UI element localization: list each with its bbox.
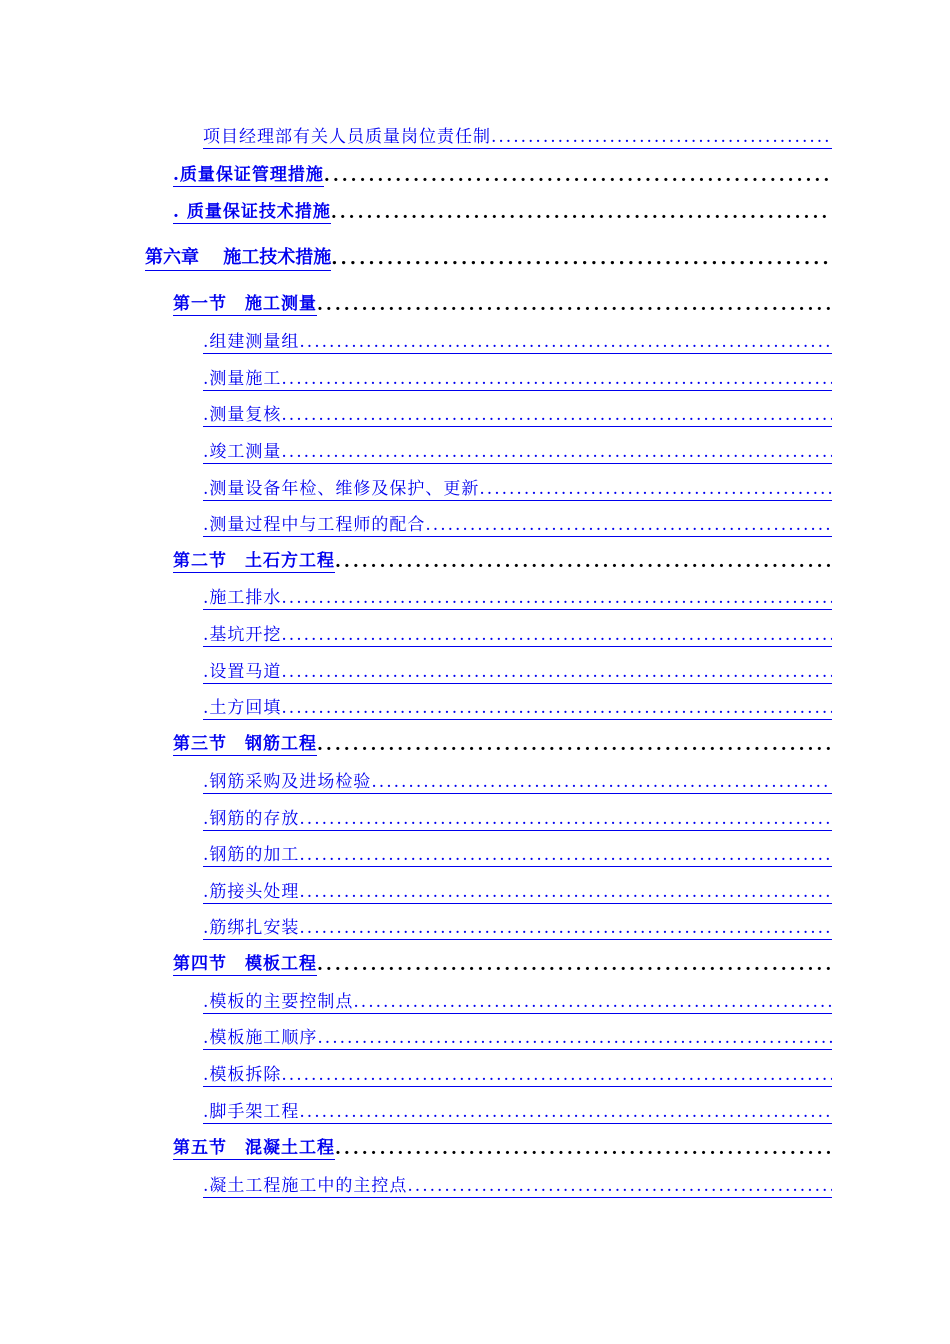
- toc-section-title[interactable]: 第三节 钢筋工程: [173, 734, 317, 754]
- toc-leader-dots: [317, 294, 830, 316]
- toc-entry-title[interactable]: .钢筋的存放: [203, 809, 300, 829]
- toc-entry-title[interactable]: .设置马道: [203, 662, 282, 682]
- toc-entry[interactable]: [203, 879, 832, 904]
- toc-section[interactable]: [173, 732, 830, 756]
- toc-entry[interactable]: [203, 842, 832, 867]
- toc-leader-dots: [281, 587, 832, 609]
- toc-entry[interactable]: [203, 622, 832, 647]
- toc-entry[interactable]: [203, 1025, 832, 1050]
- toc-leader-dots: [335, 551, 830, 573]
- toc-leader-dots: [317, 734, 830, 756]
- toc-leader-dots: [281, 624, 832, 646]
- toc-leader-dots: [281, 697, 832, 719]
- toc-entry-title[interactable]: .测量施工: [203, 369, 282, 389]
- toc-entry[interactable]: [173, 163, 830, 187]
- toc-leader-dots: [335, 1138, 830, 1160]
- toc-leader-dots: [317, 1027, 832, 1049]
- toc-entry[interactable]: [203, 512, 832, 537]
- toc-entry-title[interactable]: .钢筋的加工: [203, 845, 300, 865]
- toc-entry[interactable]: [203, 402, 832, 427]
- toc-leader-dots: [281, 404, 832, 426]
- toc-leader-dots: [299, 808, 832, 830]
- toc-entry-title[interactable]: .模板拆除: [203, 1065, 282, 1085]
- toc-leader-dots: [281, 1064, 832, 1086]
- toc-entry[interactable]: [203, 329, 832, 354]
- toc-entry-title[interactable]: .施工排水: [203, 588, 282, 608]
- toc-entry[interactable]: [203, 1173, 832, 1198]
- toc-entry[interactable]: [203, 585, 832, 610]
- toc-section[interactable]: [173, 952, 830, 976]
- toc-entry-title[interactable]: .测量过程中与工程师的配合: [203, 515, 426, 535]
- toc-entry-title[interactable]: .钢筋采购及进场检验: [203, 772, 372, 792]
- toc-entry-title[interactable]: .测量设备年检、维修及保护、更新: [203, 479, 480, 499]
- toc-leader-dots: [299, 1101, 832, 1123]
- toc-section-title[interactable]: 第二节 土石方工程: [173, 551, 335, 571]
- toc-entry[interactable]: [203, 124, 832, 149]
- toc-leader-dots: [407, 1175, 832, 1197]
- toc-leader-dots: [299, 917, 832, 939]
- toc-entry-title[interactable]: .模板施工顺序: [203, 1028, 318, 1048]
- toc-leader-dots: [281, 441, 832, 463]
- toc-leader-dots: [299, 331, 832, 353]
- toc-entry[interactable]: [173, 200, 830, 224]
- toc-section[interactable]: [173, 1136, 830, 1160]
- toc-leader-dots: [324, 165, 830, 187]
- toc-entry-title[interactable]: .凝土工程施工中的主控点: [203, 1176, 408, 1196]
- toc-entry-title[interactable]: .组建测量组: [203, 332, 300, 352]
- toc-leader-dots: [317, 954, 830, 976]
- toc-entry-title[interactable]: .脚手架工程: [203, 1102, 300, 1122]
- toc-entry-title[interactable]: .质量保证管理措施: [173, 165, 324, 185]
- toc-chapter[interactable]: [145, 245, 830, 271]
- toc-leader-dots: [479, 478, 832, 500]
- toc-leader-dots: [331, 247, 830, 271]
- toc-leader-dots: [299, 881, 832, 903]
- toc-section-title[interactable]: 第五节 混凝土工程: [173, 1138, 335, 1158]
- toc-section[interactable]: [173, 549, 830, 573]
- toc-entry-title[interactable]: .筋绑扎安装: [203, 918, 300, 938]
- toc-entry-title[interactable]: .基坑开挖: [203, 625, 282, 645]
- toc-entry[interactable]: [203, 915, 832, 940]
- toc-entry-title[interactable]: 项目经理部有关人员质量岗位责任制: [203, 127, 491, 147]
- toc-leader-dots: [371, 771, 832, 793]
- toc-entry-title[interactable]: .土方回填: [203, 698, 282, 718]
- toc-entry[interactable]: [203, 476, 832, 501]
- toc-entry[interactable]: [203, 769, 832, 794]
- toc-leader-dots: [281, 661, 832, 683]
- toc-entry[interactable]: [203, 989, 832, 1014]
- toc-entry[interactable]: [203, 1062, 832, 1087]
- toc-leader-dots: [299, 844, 832, 866]
- toc-entry-title[interactable]: .筋接头处理: [203, 882, 300, 902]
- toc-leader-dots: [425, 514, 832, 536]
- toc-entry[interactable]: [203, 1099, 832, 1124]
- toc-entry[interactable]: [203, 439, 832, 464]
- toc-entry[interactable]: [203, 806, 832, 831]
- toc-entry-title[interactable]: . 质量保证技术措施: [173, 202, 331, 222]
- toc-leader-dots: [491, 126, 832, 148]
- toc-entry-title[interactable]: .竣工测量: [203, 442, 282, 462]
- toc-section[interactable]: [173, 292, 830, 316]
- toc-leader-dots: [353, 991, 832, 1013]
- toc-entry[interactable]: [203, 695, 832, 720]
- toc-entry-title[interactable]: .测量复核: [203, 405, 282, 425]
- toc-leader-dots: [331, 202, 830, 224]
- toc-section-title[interactable]: 第一节 施工测量: [173, 294, 317, 314]
- toc-chapter-title[interactable]: 第六章 施工技术措施: [145, 246, 331, 271]
- toc-leader-dots: [281, 368, 832, 390]
- toc-entry-title[interactable]: .模板的主要控制点: [203, 992, 354, 1012]
- toc-entry[interactable]: [203, 659, 832, 684]
- toc-section-title[interactable]: 第四节 模板工程: [173, 954, 317, 974]
- toc-entry[interactable]: [203, 366, 832, 391]
